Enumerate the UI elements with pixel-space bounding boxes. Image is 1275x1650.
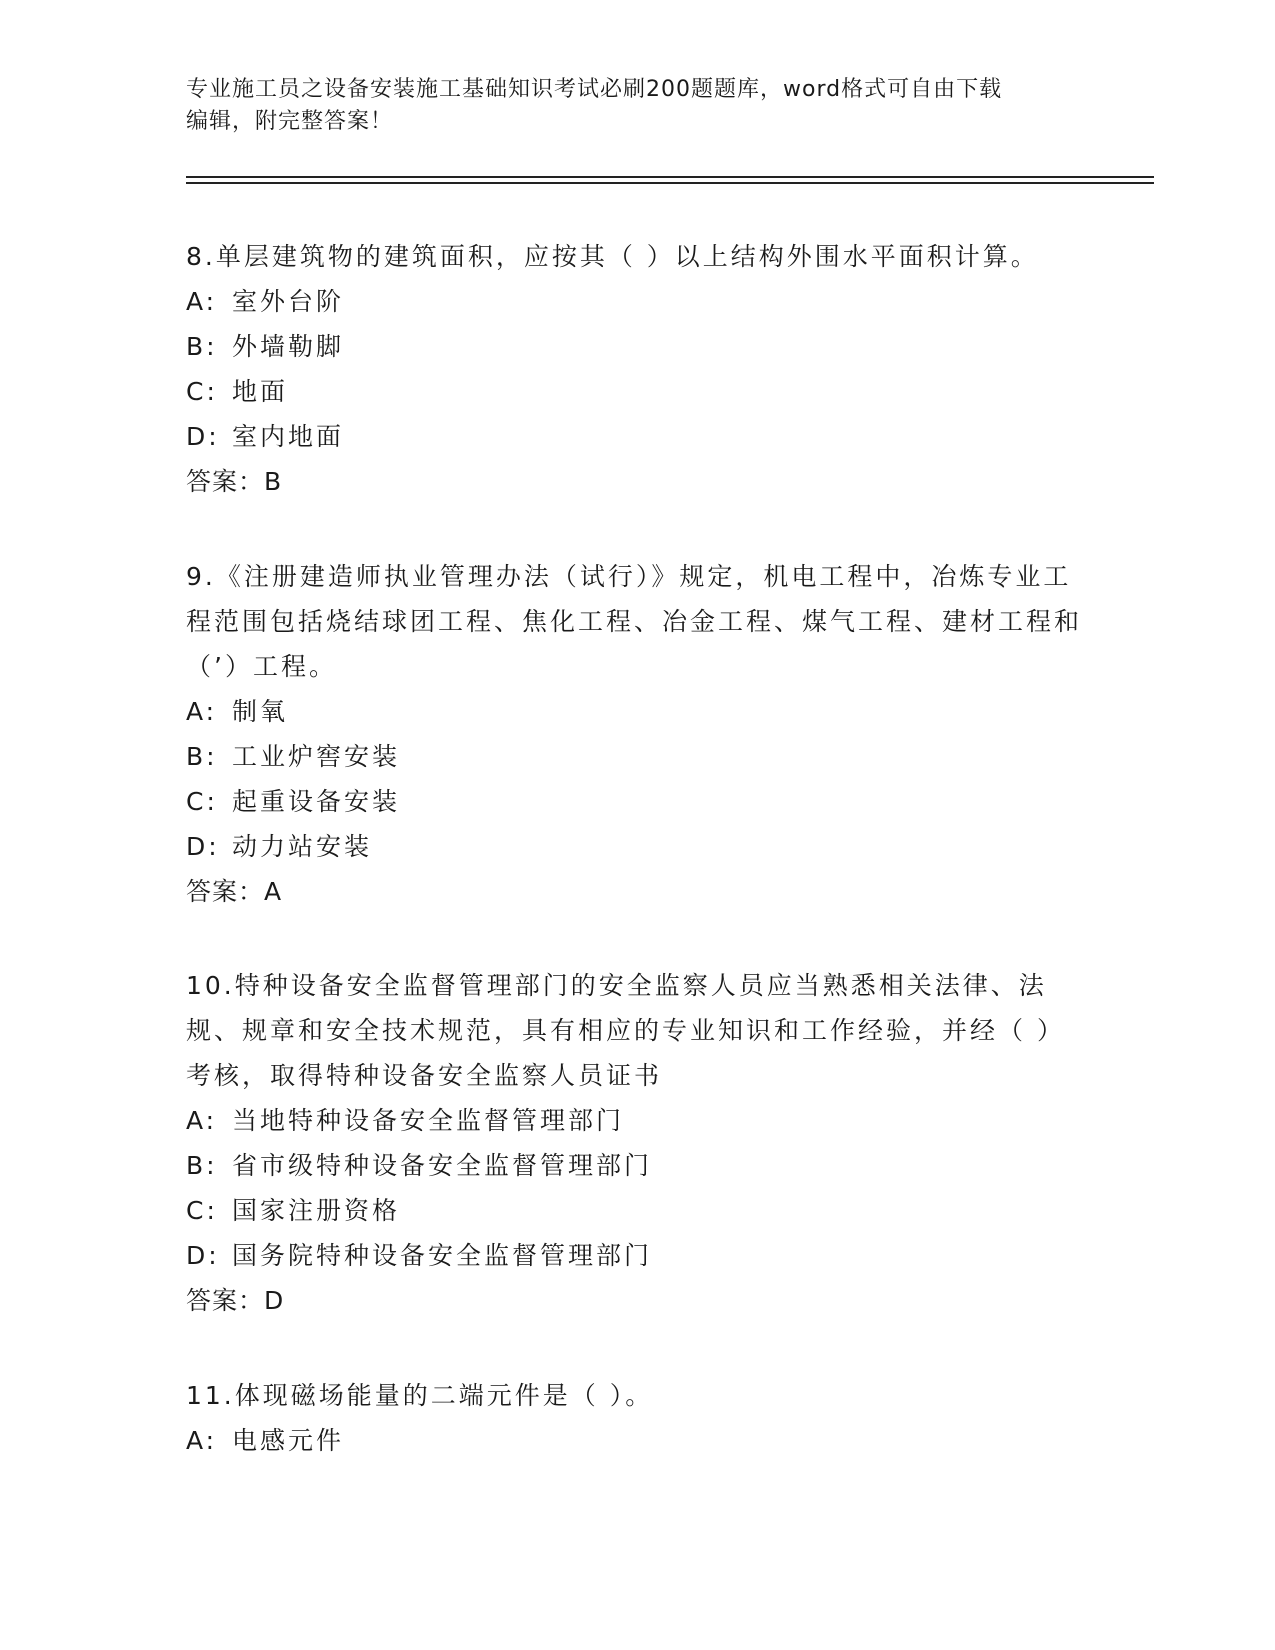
question-9	[186, 554, 1086, 914]
option-letter: A:	[186, 287, 218, 316]
option-letter: C:	[186, 1196, 218, 1225]
option-letter: B:	[186, 332, 218, 361]
option-letter: A:	[186, 1426, 218, 1455]
option-a	[186, 689, 1086, 734]
option-letter: A:	[186, 1106, 218, 1135]
option-text: 电感元件	[232, 1426, 345, 1455]
question-8	[186, 234, 1086, 504]
option-b	[186, 1143, 1086, 1188]
option-b	[186, 324, 1086, 369]
option-text: 工业炉窖安装	[232, 742, 401, 771]
option-letter: D:	[186, 1241, 220, 1270]
option-text: 地面	[232, 377, 289, 406]
option-text: 室内地面	[232, 422, 345, 451]
option-letter: C:	[186, 377, 218, 406]
option-text: 起重设备安装	[232, 787, 401, 816]
option-text: 外墙勒脚	[232, 332, 345, 361]
option-a	[186, 1418, 1086, 1463]
option-c	[186, 369, 1086, 414]
header-divider-top	[186, 176, 1154, 178]
header-line-2: 编辑，附完整答案！	[186, 109, 394, 134]
option-text: 省市级特种设备安全监督管理部门	[232, 1151, 653, 1180]
option-b	[186, 734, 1086, 779]
option-d	[186, 414, 1086, 459]
question-stem: 11.体现磁场能量的二端元件是（ ）。	[186, 1381, 654, 1410]
option-text: 国家注册资格	[232, 1196, 401, 1225]
answer-line: 答案：A	[186, 877, 283, 906]
option-letter: C:	[186, 787, 218, 816]
option-text: 当地特种设备安全监督管理部门	[232, 1106, 625, 1135]
question-stem: 9.《注册建造师执业管理办法（试行）》规定，机电工程中，冶炼专业工程范围包括烧结球团工程、焦化工程、冶金工程、煤气工程、建材工程和（’）工程。	[186, 562, 1083, 681]
option-a	[186, 279, 1086, 324]
option-text: 国务院特种设备安全监督管理部门	[232, 1241, 653, 1270]
option-letter: A:	[186, 697, 218, 726]
option-letter: D:	[186, 422, 220, 451]
option-letter: D:	[186, 832, 220, 861]
question-11	[186, 1373, 1086, 1463]
header-line-1: 专业施工员之设备安装施工基础知识考试必刷200题题库，word格式可自由下载	[186, 77, 1003, 102]
option-c	[186, 779, 1086, 824]
option-letter: B:	[186, 1151, 218, 1180]
option-d	[186, 1233, 1086, 1278]
header-divider-bottom	[186, 182, 1154, 184]
option-a	[186, 1098, 1086, 1143]
option-text: 室外台阶	[232, 287, 345, 316]
document-header	[186, 74, 1086, 138]
question-stem: 8.单层建筑物的建筑面积，应按其（ ）以上结构外围水平面积计算。	[186, 242, 1039, 271]
answer-line: 答案：B	[186, 467, 283, 496]
question-10	[186, 963, 1086, 1323]
option-d	[186, 824, 1086, 869]
option-letter: B:	[186, 742, 218, 771]
option-c	[186, 1188, 1086, 1233]
option-text: 制氧	[232, 697, 289, 726]
question-stem: 10.特种设备安全监督管理部门的安全监察人员应当熟悉相关法律、法规、规章和安全技术规范，具有相应的专业知识和工作经验，并经（ ）考核，取得特种设备安全监察人员证书	[186, 971, 1065, 1090]
option-text: 动力站安装	[232, 832, 373, 861]
answer-line: 答案：D	[186, 1286, 285, 1315]
